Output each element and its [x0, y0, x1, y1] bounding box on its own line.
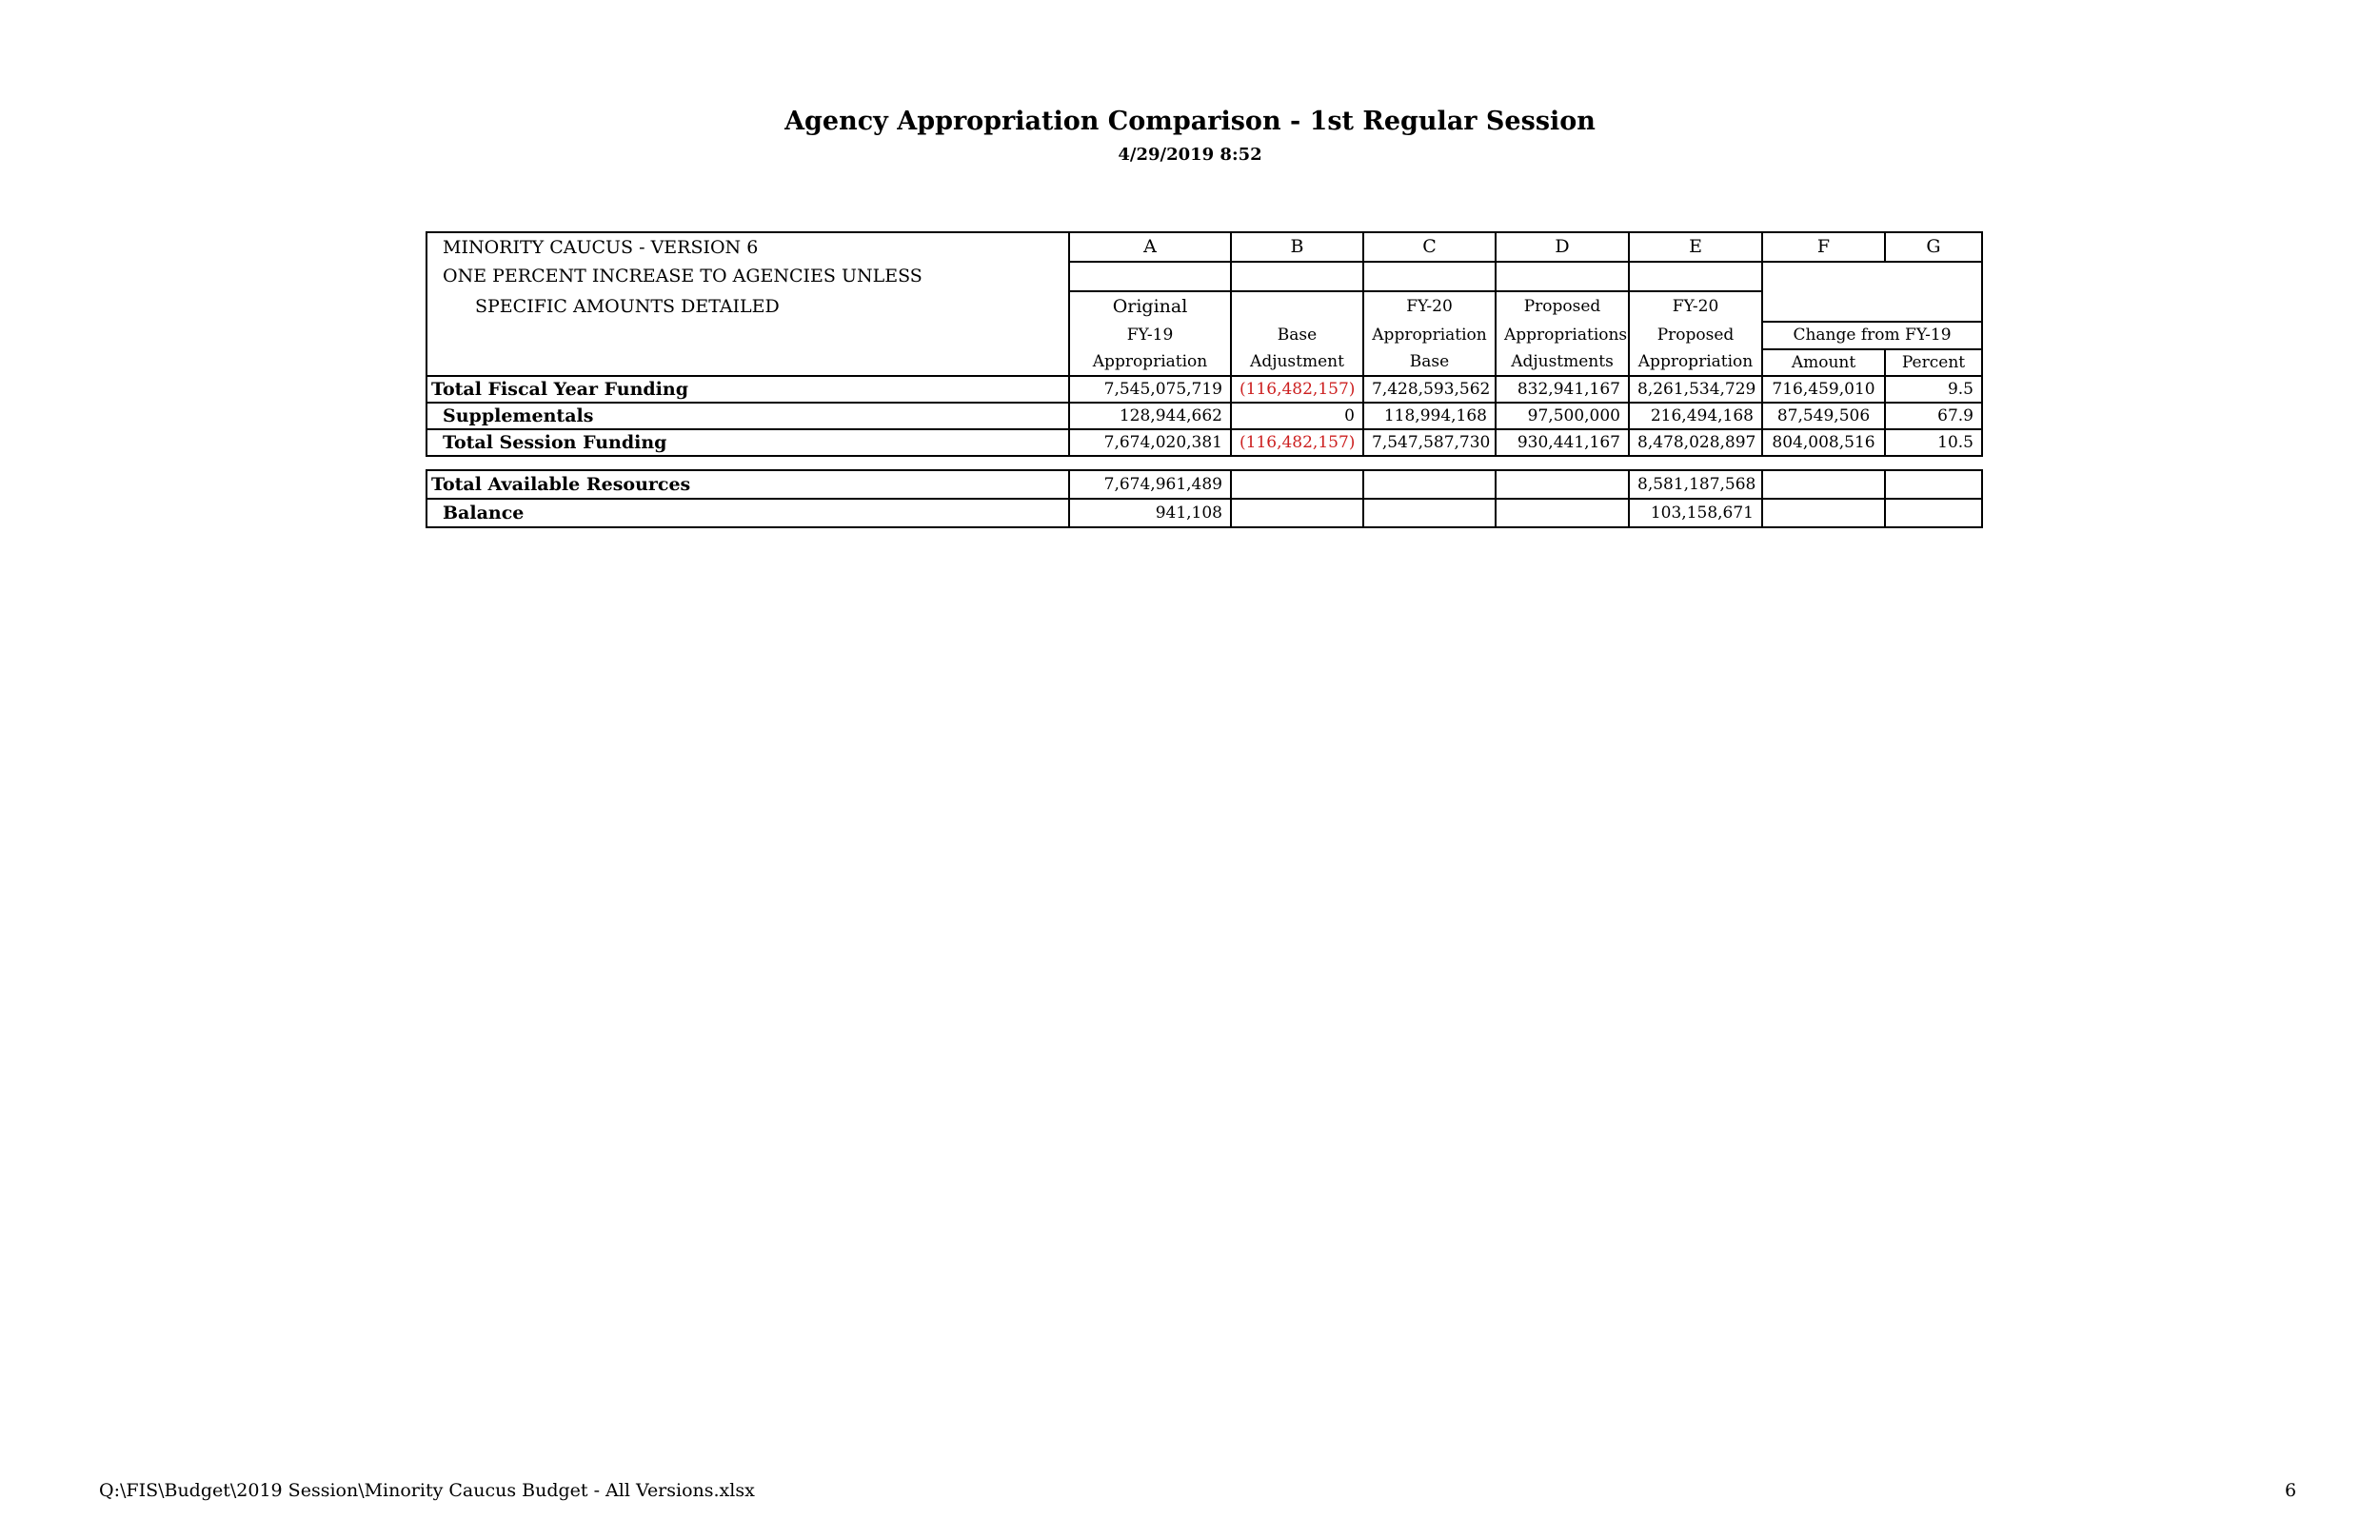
cell-c: 7,547,587,730: [1363, 429, 1496, 456]
header-line-3: SPECIFIC AMOUNTS DETAILED: [426, 291, 1069, 322]
resources-table: [426, 469, 1983, 528]
cell-c: 7,428,593,562: [1363, 376, 1496, 403]
col-d-head-2: Appropriations: [1496, 322, 1629, 349]
column-letter-e: E: [1629, 232, 1762, 262]
report-title: Agency Appropriation Comparison - 1st Regular Session: [784, 107, 1596, 136]
cell-d: 930,441,167: [1496, 429, 1629, 456]
column-letter-g: G: [1885, 232, 1982, 262]
table-row: [426, 470, 1982, 499]
table-row: [426, 403, 1982, 429]
cell-a: 7,545,075,719: [1069, 376, 1231, 403]
table-row: [426, 376, 1982, 403]
page-number: 6: [2285, 1480, 2297, 1501]
cell-g: 9.5: [1885, 376, 1982, 403]
col-a-head-1: Original: [1069, 291, 1231, 322]
cell-e: 216,494,168: [1629, 403, 1762, 429]
cell-b: (116,482,157): [1231, 376, 1363, 403]
cell-c: 118,994,168: [1363, 403, 1496, 429]
column-letter-f: F: [1762, 232, 1885, 262]
report-date: 4/29/2019 8:52: [1118, 145, 1262, 165]
cell-f: 804,008,516: [1762, 429, 1885, 456]
cell-f: 87,549,506: [1762, 403, 1885, 429]
row-label: Total Session Funding: [426, 429, 1069, 456]
col-f-amount-header: Amount: [1762, 349, 1885, 376]
col-c-head-2: Appropriation: [1363, 322, 1496, 349]
col-e-head-1: FY-20: [1629, 291, 1762, 322]
column-letter-d: D: [1496, 232, 1629, 262]
file-path: Q:\FIS\Budget\2019 Session\Minority Caucus Budget - All Versions.xlsx: [99, 1480, 755, 1501]
cell-e: 8,261,534,729: [1629, 376, 1762, 403]
column-letter-a: A: [1069, 232, 1231, 262]
cell-a: 941,108: [1069, 499, 1231, 527]
col-d-head-1: Proposed: [1496, 291, 1629, 322]
cell-e: 103,158,671: [1629, 499, 1762, 527]
col-b-head-1: Base: [1231, 322, 1363, 349]
cell-b: (116,482,157): [1231, 429, 1363, 456]
header-line-1: MINORITY CAUCUS - VERSION 6: [426, 232, 1069, 262]
row-label: Balance: [426, 499, 1069, 527]
cell-d: 832,941,167: [1496, 376, 1629, 403]
col-g-percent-header: Percent: [1885, 349, 1982, 376]
cell-e: 8,478,028,897: [1629, 429, 1762, 456]
col-a-head-3: Appropriation: [1069, 349, 1231, 376]
col-e-head-3: Appropriation: [1629, 349, 1762, 376]
column-letter-c: C: [1363, 232, 1496, 262]
change-from-fy19-header: Change from FY-19: [1762, 322, 1982, 349]
col-d-head-3: Adjustments: [1496, 349, 1629, 376]
cell-b: 0: [1231, 403, 1363, 429]
cell-f: 716,459,010: [1762, 376, 1885, 403]
row-label: Supplementals: [426, 403, 1069, 429]
col-b-head-2: Adjustment: [1231, 349, 1363, 376]
appropriation-table: [426, 231, 1983, 457]
table-row: [426, 499, 1982, 527]
cell-a: 128,944,662: [1069, 403, 1231, 429]
column-letter-b: B: [1231, 232, 1363, 262]
cell-e: 8,581,187,568: [1629, 470, 1762, 499]
cell-d: 97,500,000: [1496, 403, 1629, 429]
row-label: Total Fiscal Year Funding: [426, 376, 1069, 403]
cell-g: 10.5: [1885, 429, 1982, 456]
cell-g: 67.9: [1885, 403, 1982, 429]
col-e-head-2: Proposed: [1629, 322, 1762, 349]
cell-a: 7,674,961,489: [1069, 470, 1231, 499]
col-c-head-3: Base: [1363, 349, 1496, 376]
col-a-head-2: FY-19: [1069, 322, 1231, 349]
row-label: Total Available Resources: [426, 470, 1069, 499]
header-line-2: ONE PERCENT INCREASE TO AGENCIES UNLESS: [426, 262, 1069, 291]
cell-a: 7,674,020,381: [1069, 429, 1231, 456]
col-c-head-1: FY-20: [1363, 291, 1496, 322]
table-row: [426, 429, 1982, 456]
